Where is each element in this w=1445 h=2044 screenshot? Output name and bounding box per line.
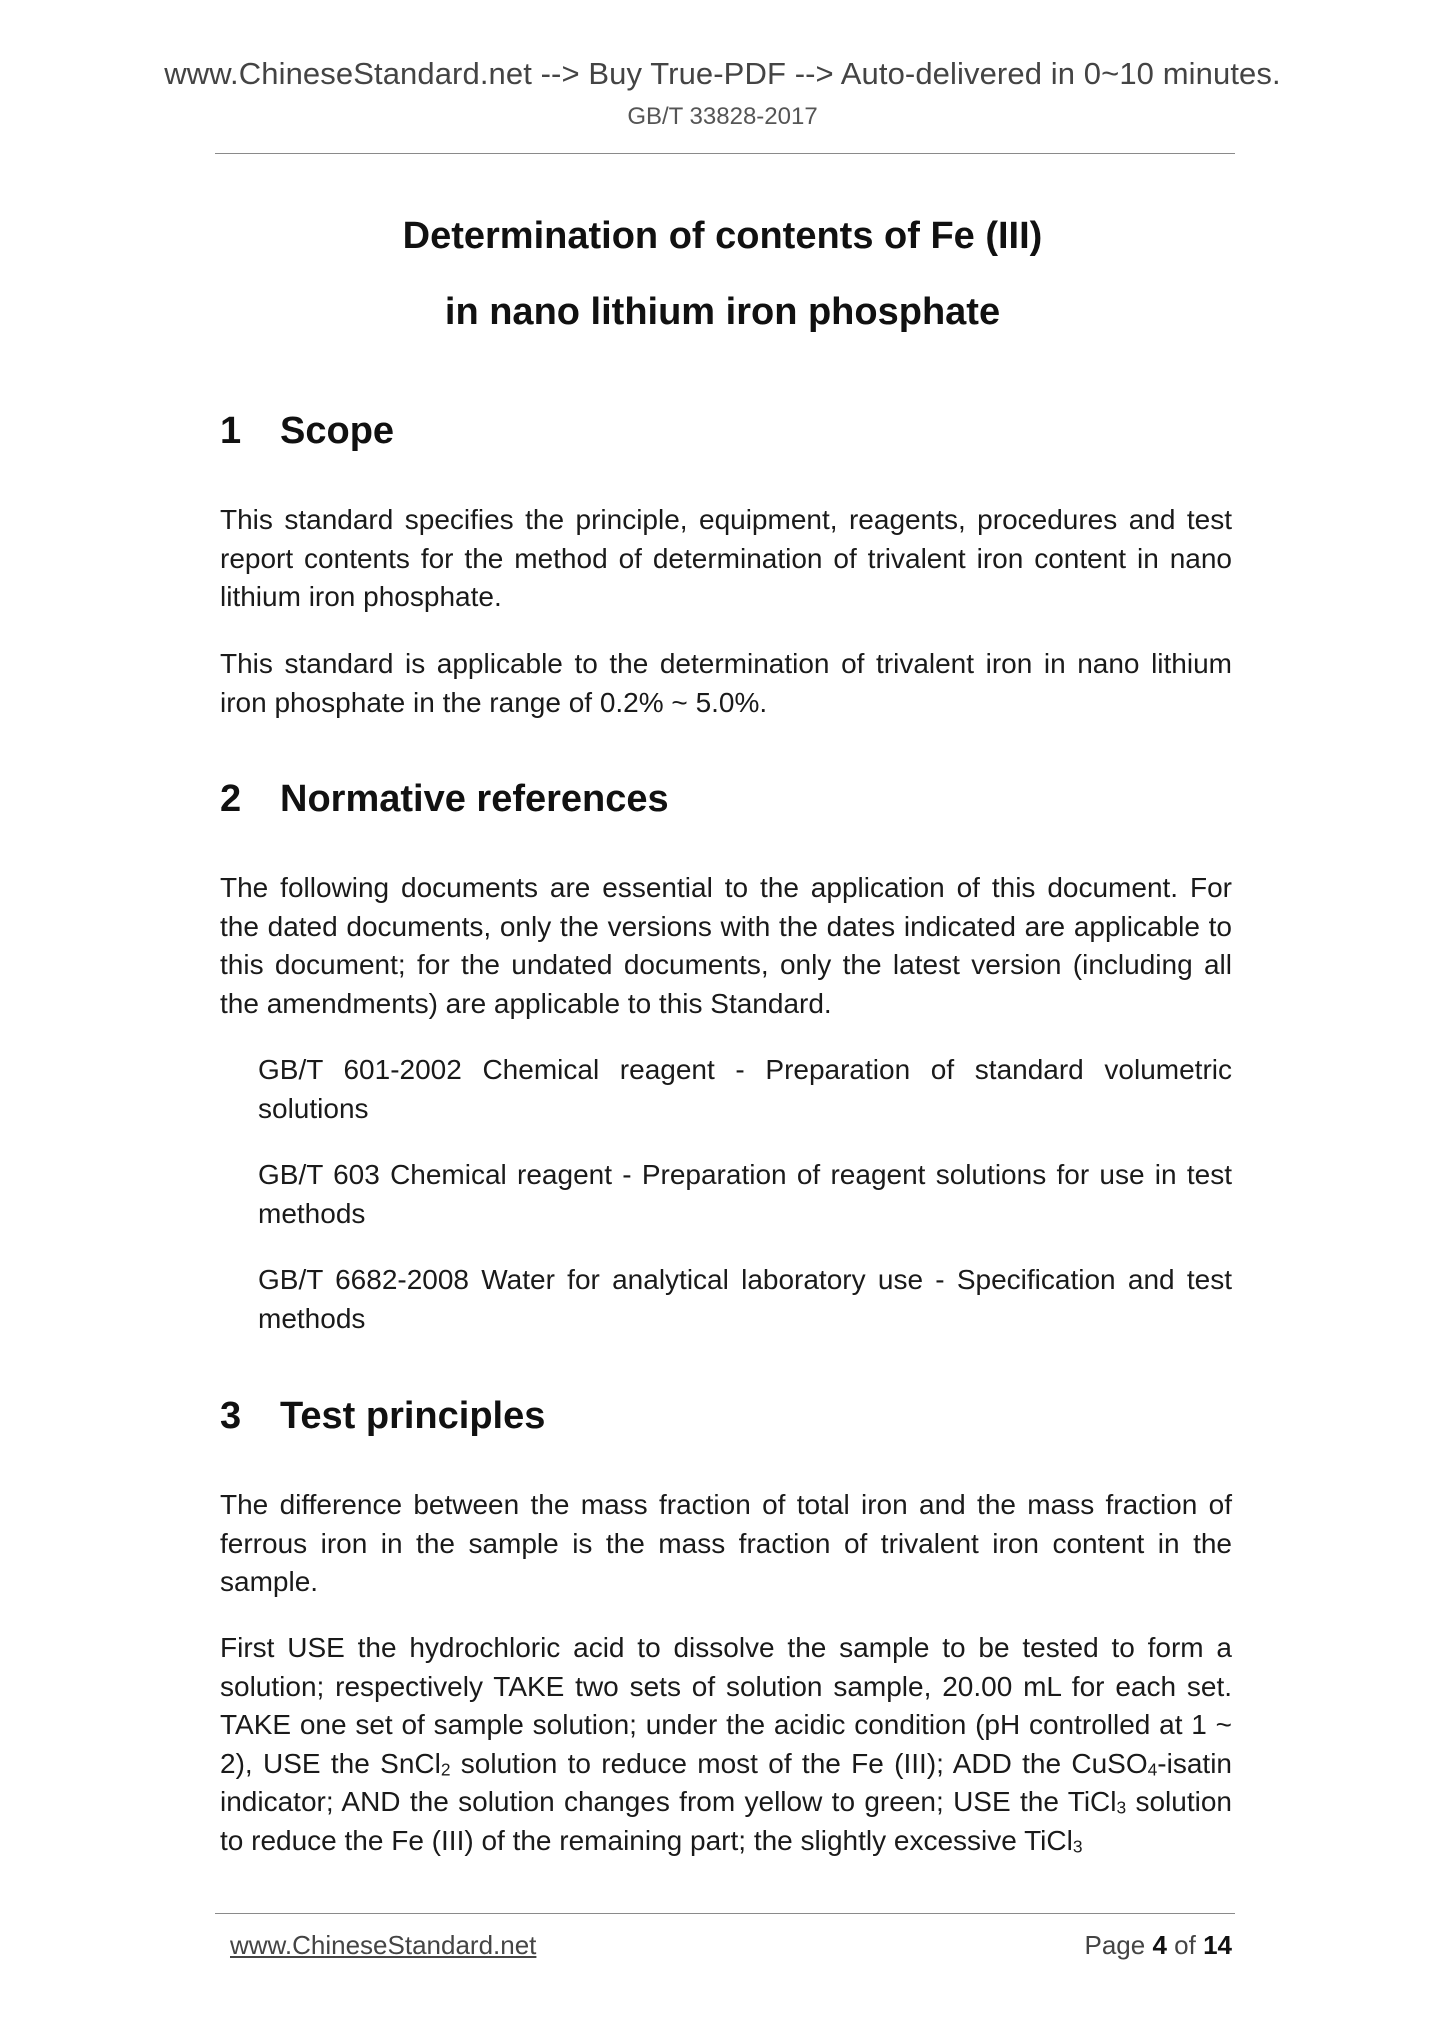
header-banner: www.ChineseStandard.net --> Buy True-PDF --> Auto-delivered in 0~10 minutes. <box>164 56 1281 91</box>
principles-paragraph-2: First USE the hydrochloric acid to dissolve the sample to be tested to form a solution; respectively TAKE two sets of solution sample, 20.00 mL for each set. TAKE one set of sample solution; under the acidic condition (pH controlled at 1 ~ 2), USE the SnCl$_2$ solution to reduce most of the Fe (III); ADD the CuSO$_4$-isatin indicator; AND the solution changes from yellow to green; USE the TiCl$_3$ solution to reduce the Fe (III) of the remaining part; the slightly excessive TiCl$_3$ <box>220 1632 1232 1857</box>
subscript: 2 <box>440 1759 451 1780</box>
section-number: 2 <box>220 778 242 820</box>
total-pages: 14 <box>1203 1930 1232 1960</box>
subscript: 4 <box>1147 1759 1158 1780</box>
document-title-line-2: in nano lithium iron phosphate <box>444 291 1001 333</box>
section-number: 1 <box>220 410 242 452</box>
reference-item: GB/T 603 Chemical reagent - Preparation of reagent solutions for use in test methods <box>258 1159 1232 1229</box>
header-divider <box>215 153 1235 154</box>
reference-item: GB/T 601-2002 Chemical reagent - Preparation of standard volumetric solutions <box>258 1054 1232 1124</box>
scope-paragraph-1: This standard specifies the principle, equipment, reagents, procedures and test report contents for the method of determination of trivalent iron content in nano lithium iron phosphate. <box>220 504 1232 612</box>
section-number: 3 <box>220 1395 242 1437</box>
scope-paragraph-2: This standard is applicable to the determination of trivalent iron in nano lithium iron phosphate in the range of 0.2% ~ 5.0%. <box>220 648 1232 718</box>
section-heading-scope <box>220 410 394 453</box>
section-heading-normative-references <box>220 778 669 821</box>
principles-paragraph-1: The difference between the mass fraction of total iron and the mass fraction of ferrous iron in the sample is the mass fraction of trivalent iron content in the sample. <box>220 1489 1232 1597</box>
footer-divider <box>215 1913 1235 1914</box>
subscript: 3 <box>1116 1797 1127 1818</box>
section-title: Normative references <box>280 778 669 820</box>
section-title: Test principles <box>280 1395 546 1437</box>
normative-references-paragraph: The following documents are essential to the application of this document. For the dated documents, only the versions with the dates indicated are applicable to this document; for the undated documents, only the latest version (including all the amendments) are applicable to this Standard. <box>220 872 1232 1019</box>
current-page: 4 <box>1152 1930 1167 1960</box>
subscript: 3 <box>1072 1836 1083 1857</box>
footer-website-link[interactable]: www.ChineseStandard.net <box>230 1930 537 1960</box>
section-title: Scope <box>280 410 395 452</box>
standard-code: GB/T 33828-2017 <box>627 103 818 130</box>
page-number: Page 4 of 14 <box>1084 1930 1232 1960</box>
document-title-line-1: Determination of contents of Fe (III) <box>402 215 1043 257</box>
section-heading-test-principles <box>220 1395 545 1438</box>
reference-item: GB/T 6682-2008 Water for analytical laboratory use - Specification and test methods <box>258 1264 1232 1334</box>
